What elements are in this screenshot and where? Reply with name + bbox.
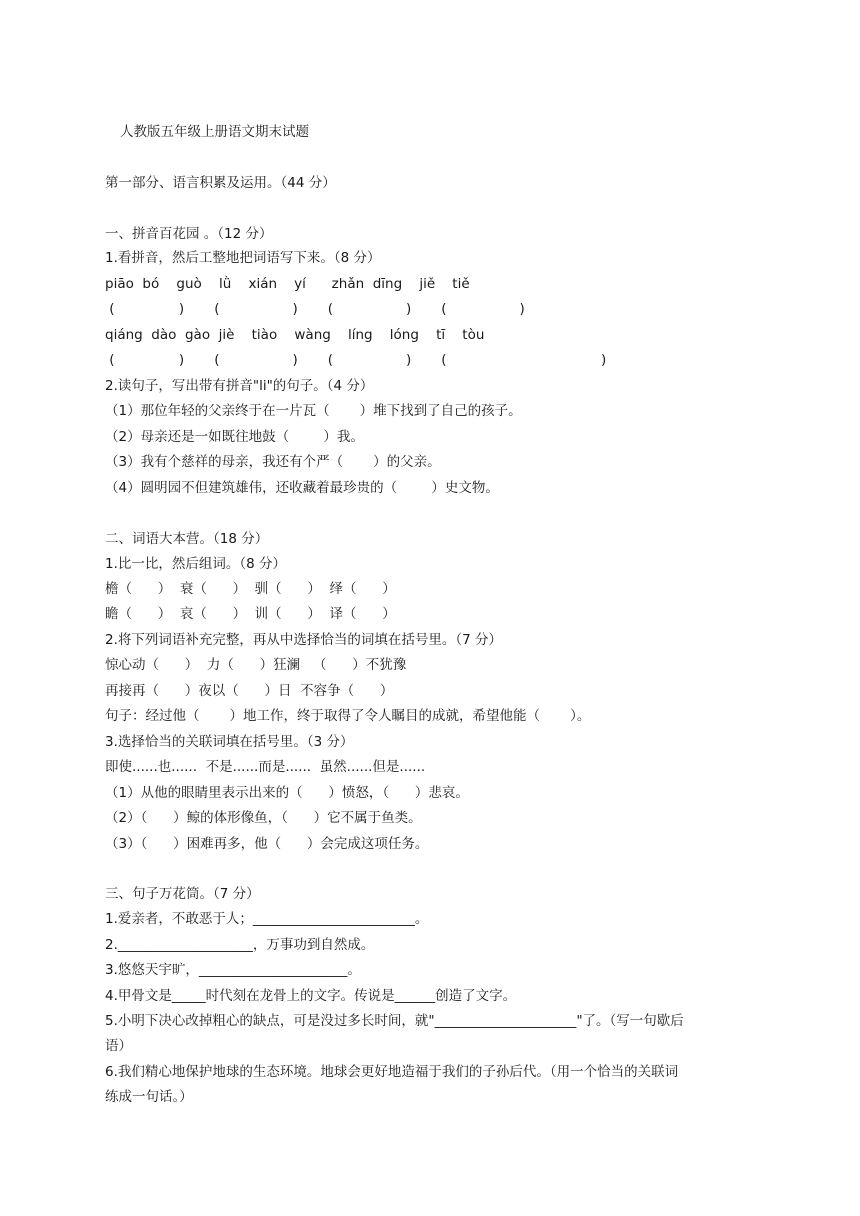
question-item: 6.我们精心地保护地球的生态环境。地球会更好地造福于我们的子孙后代。（用一个恰当的关联词: [105, 1064, 679, 1080]
answer-brackets-row: ( ) ( ) ( ) ( ): [105, 301, 525, 317]
section2-heading: 二、词语大本营。（18 分）: [105, 531, 269, 547]
conjunction-options: 即使......也...... 不是......而是...... 虽然......但是......: [105, 759, 426, 775]
question-text: 1.比一比，然后组词。（8 分）: [105, 556, 287, 572]
question-item: 2.____________________，万事功到自然成。: [105, 937, 375, 953]
question-item: （3）我有个慈祥的母亲，我还有个严（ ）的父亲。: [105, 454, 441, 470]
part1-heading: 第一部分、语言积累及运用。（44 分）: [105, 175, 336, 191]
question-item: （1）从他的眼睛里表示出来的（ ）愤怒，（ ）悲哀。: [105, 785, 469, 801]
question-text: 1.看拼音，然后工整地把词语写下来。（8 分）: [105, 250, 381, 266]
question-item-continued: 练成一句话。）: [105, 1089, 193, 1105]
question-item: 瞻（ ） 哀（ ） 训（ ） 译（ ）: [105, 606, 396, 622]
question-item: 4.甲骨文是_____时代刻在龙骨上的文字。传说是______创造了文字。: [105, 988, 517, 1004]
section1-heading: 一、拼音百花园 。（12 分）: [105, 226, 273, 242]
question-item: 惊心动（ ） 力（ ）狂澜 （ ）不犹豫: [105, 657, 407, 673]
question-text: 2.将下列词语补充完整，再从中选择恰当的词填在括号里。（7 分）: [105, 632, 503, 648]
question-item: （1）那位年轻的父亲终于在一片瓦（ ）堆下找到了自己的孩子。: [105, 403, 522, 419]
question-item: （2）母亲还是一如既往地鼓（ ）我。: [105, 429, 364, 445]
question-text: 2.读句子，写出带有拼音"li"的句子。（4 分）: [105, 378, 374, 394]
exam-title: 人教版五年级上册语文期末试题: [120, 124, 309, 140]
question-item-continued: 语）: [105, 1038, 132, 1054]
question-text: 3.选择恰当的关联词填在括号里。（3 分）: [105, 734, 354, 750]
question-item: 5.小明下决心改掉粗心的缺点，可是没过多长时间，就"_____________________"了。（写一句歇后: [105, 1013, 684, 1029]
question-item: （4）圆明园不但建筑雄伟，还收藏着最珍贵的（ ）史文物。: [105, 480, 499, 496]
question-item: 3.悠悠天宇旷，______________________。: [105, 962, 361, 978]
pinyin-row: piāo bó guò lǜ xián yí zhǎn dīng jiě tiě: [105, 276, 470, 292]
question-item: 句子：经过他（ ）地工作，终于取得了令人瞩目的成就，希望他能（ ）。: [105, 708, 591, 724]
section3-heading: 三、句子万花筒。（7 分）: [105, 886, 260, 902]
question-item: 檐（ ） 衰（ ） 驯（ ） 绎（ ）: [105, 581, 396, 597]
question-item: 1.爱亲者，不敢恶于人；________________________。: [105, 911, 429, 927]
question-item: （3）（ ）困难再多，他（ ）会完成这项任务。: [105, 836, 429, 852]
pinyin-row: qiáng dào gào jiè tiào wàng líng lóng tī tòu: [105, 327, 485, 343]
question-item: （2）（ ）鲸的体形像鱼，（ ）它不属于鱼类。: [105, 810, 422, 826]
answer-brackets-row: ( ) ( ) ( ) ( ): [105, 352, 607, 368]
question-item: 再接再（ ）夜以（ ）日 不容争（ ）: [105, 683, 394, 699]
